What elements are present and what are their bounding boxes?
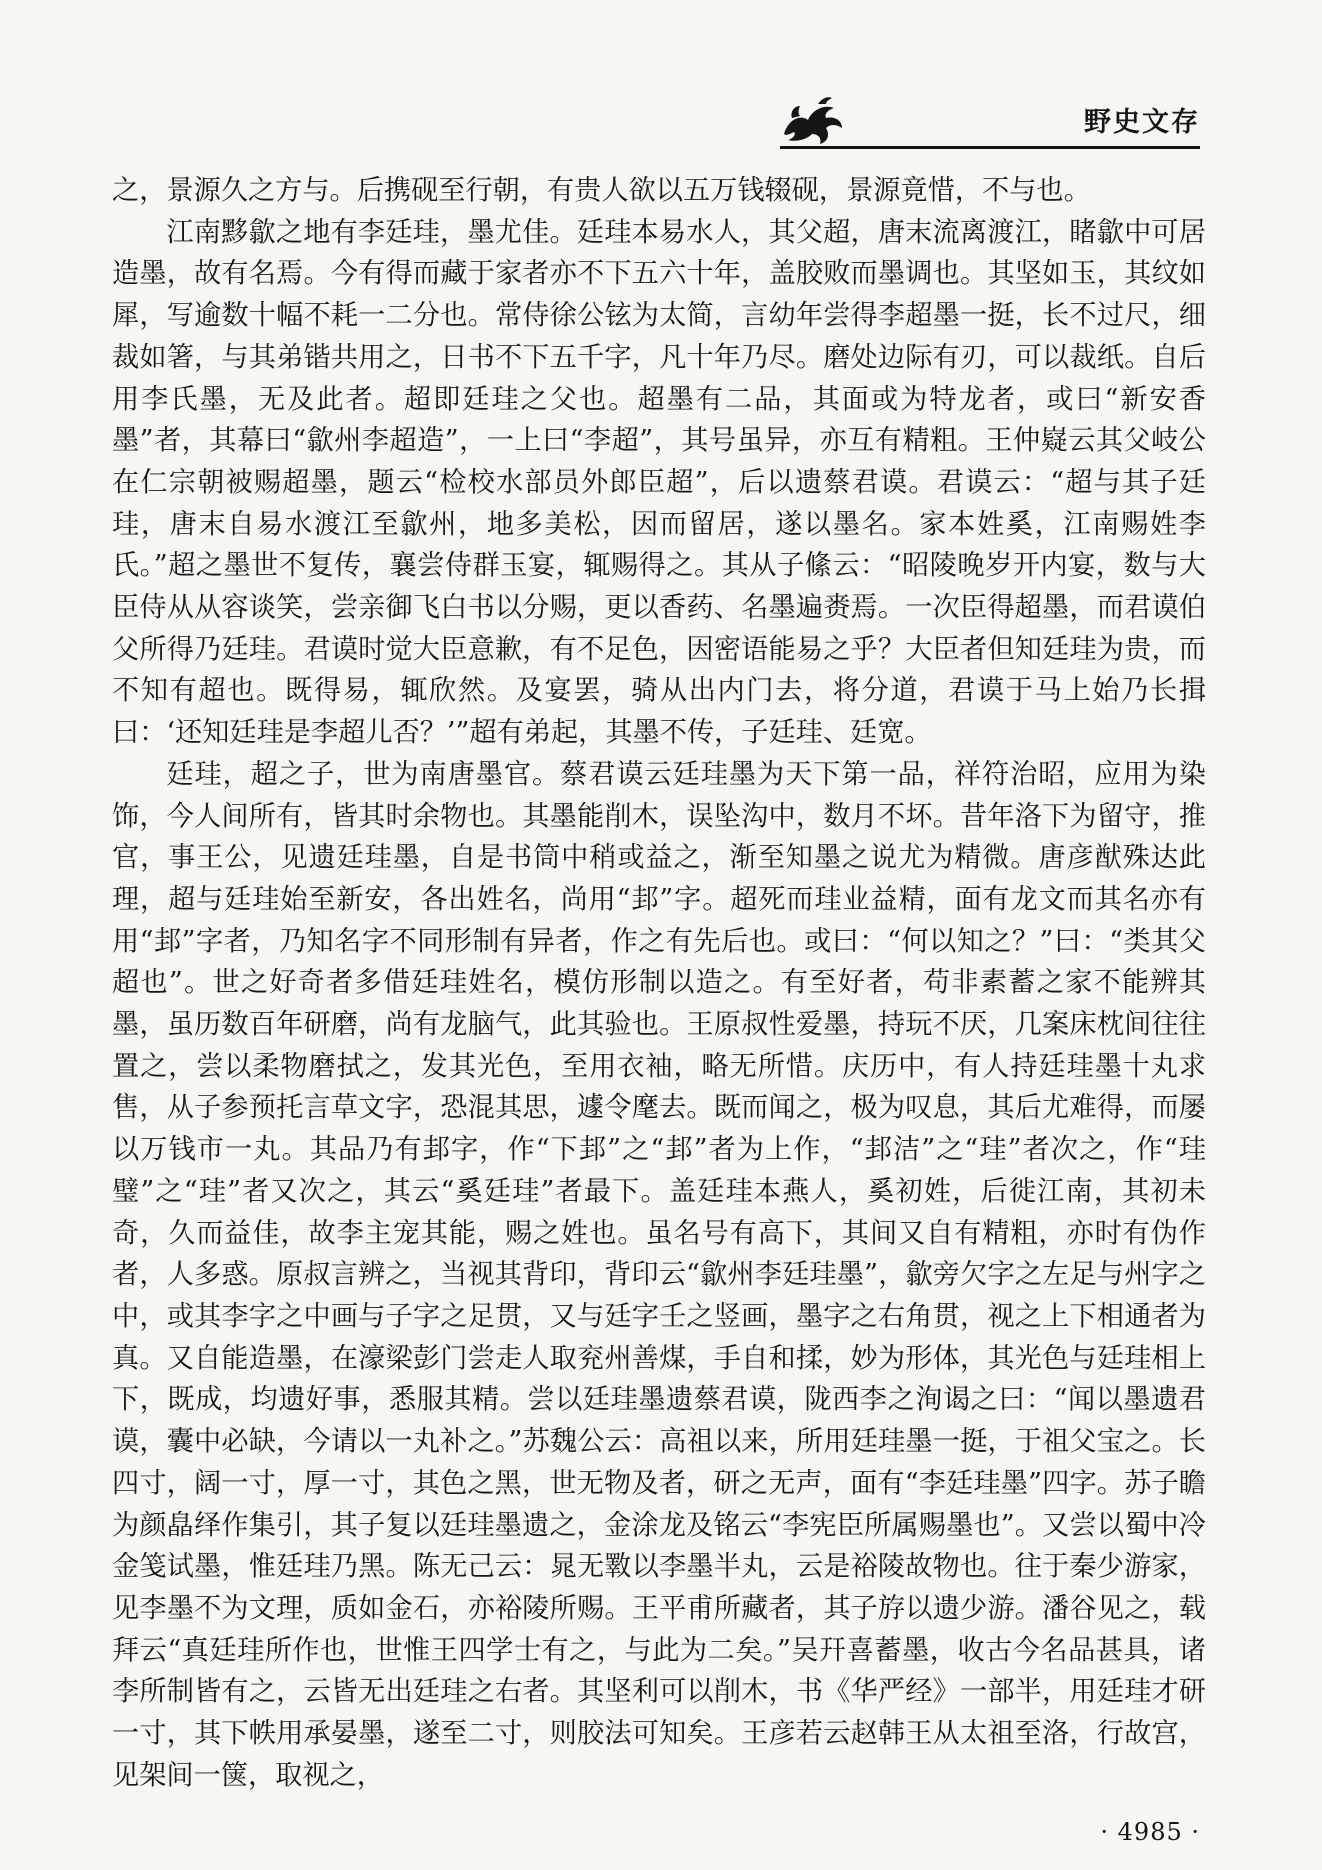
dragon-emblem-icon [778, 94, 848, 150]
paragraph: 江南黟歙之地有李廷珪，墨尤佳。廷珪本易水人，其父超，唐末流离渡江，睹歙中可居造墨，故有名焉。今有得而藏于家者亦不下五六十年，盖胶败而墨调也。其坚如玉，其纹如犀，写逾数十幅不耗一二分也。常侍徐公铉为太简，言幼年尝得李超墨一挺，长不过尺，细裁如箸，与其弟锴共用之，日书不下五千字，凡十年乃尽。磨处边际有刃，可以裁纸。自后用李氏墨，无及此者。超即廷珪之父也。超墨有二品，其面或为特龙者，或曰“新安香墨”者，其幕曰“歙州李超造”，一上曰“李超”，其号虽异，亦互有精粗。王仲嶷云其父岐公在仁宗朝被赐超墨，题云“检校水部员外郎臣超”，后以遗蔡君谟。君谟云：“超与其子廷珪，唐末自易水渡江至歙州，地多美松，因而留居，遂以墨名。家本姓奚，江南赐姓李氏。”超之墨世不复传，襄尝侍群玉宴，辄赐得之。其从子絛云：“昭陵晚岁开内宴，数与大臣侍从从容谈笑，尝亲御飞白书以分赐，更以香药、名墨遍赉焉。一次臣得超墨，而君谟伯父所得乃廷珪。君谟时觉大臣意歉，有不足色，因密语能易之乎？大臣者但知廷珪为贵，而不知有超也。既得易，辄欣然。及宴罢，骑从出内门去，将分道，君谟于马上始乃长揖曰：‘还知廷珪是李超儿否？’”超有弟起，其墨不传，子廷珪、廷宽。 [112, 216, 1206, 749]
page-number: · 4985 · [1100, 1818, 1200, 1846]
running-header [760, 88, 1200, 154]
header-rule [780, 146, 1200, 149]
paragraph: 廷珪，超之子，世为南唐墨官。蔡君谟云廷珪墨为天下第一品，祥符治昭，应用为染饰，今人间所有，皆其时余物也。其墨能削木，误坠沟中，数月不坏。昔年洛下为留守，推官，事王公，见遗廷珪墨，自是书筒中稍或益之，渐至知墨之说尤为精微。唐彦猷殊达此理，超与廷珪始至新安，各出姓名，尚用“邽”字。超死而珪业益精，面有龙文而其名亦有用“邽”字者，乃知名字不同形制有异者，作之有先后也。或曰：“何以知之？”曰：“类其父超也”。世之好奇者多借廷珪姓名，模仿形制以造之。有至好者，苟非素蓄之家不能辨其墨，虽历数百年研磨，尚有龙脑气，此其验也。王原叔性爱墨，持玩不厌，几案床枕间往往置之，尝以柔物磨拭之，发其光色，至用衣袖，略无所惜。庆历中，有人持廷珪墨十丸求售，从子参预托言草文字，恐混其思，遽令麾去。既而闻之，极为叹息，其后尤难得，而屡以万钱市一丸。其品乃有邽字，作“下邽”之“邽”者为上作，“邽洁”之“珪”者次之，作“珪璧”之“珪”者又次之，其云“奚廷珪”者最下。盖廷珪本燕人，奚初姓，后徙江南，其初未奇，久而益佳，故李主宠其能，赐之姓也。虽名号有高下，其间又自有精粗，亦时有伪作者，人多惑。原叔言辨之，当视其背印，背印云“歙州李廷珪墨”，歙旁欠字之左足与州字之中，或其李字之中画与子字之足贯，又与廷字壬之竖画，墨字之右角贯，视之上下相通者为真。又自能造墨，在濠梁彭门尝走人取兖州善煤，手自和揉，妙为形体，其光色与廷珪相上下，既成，均遗好事，悉服其精。尝以廷珪墨遗蔡君谟，陇西李之洵谒之曰：“闻以墨遗君谟，囊中必缺，今请以一丸补之。”苏魏公云：高祖以来，所用廷珪墨一挺，于祖父宝之。长四寸，阔一寸，厚一寸，其色之黑，世无物及者，研之无声，面有“李廷珪墨”四字。苏子瞻为颜皛绎作集引，其子复以廷珪墨遗之，金涂龙及铭云“李宪臣所属赐墨也”。又尝以蜀中冷金笺试墨，惟廷珪乃黑。陈无己云：晁无斁以李墨半丸，云是裕陵故物也。往于秦少游家，见李墨不为文理，质如金石，亦裕陵所赐。王平甫所藏者，其子斿以遗少游。潘谷见之，载拜云“真廷珪所作也，世惟王四学士有之，与此为二矣。”吴幵喜蓄墨，收古今名品甚具，诸李所制皆有之，云皆无出廷珪之右者。其坚利可以削木，书《华严经》一部半，用廷珪才研一寸，其下帙用承晏墨，遂至二寸，则胶法可知矣。王彦若云赵韩王从太祖至洛，行故宫，见架间一箧，取视之， [112, 758, 1206, 1791]
series-title: 野史文存 [1084, 107, 1200, 138]
paragraph: 之，景源久之方与。后携砚至行朝，有贵人欲以五万钱辍砚，景源竟惜，不与也。 [112, 175, 1091, 206]
main-text [112, 170, 1206, 1796]
